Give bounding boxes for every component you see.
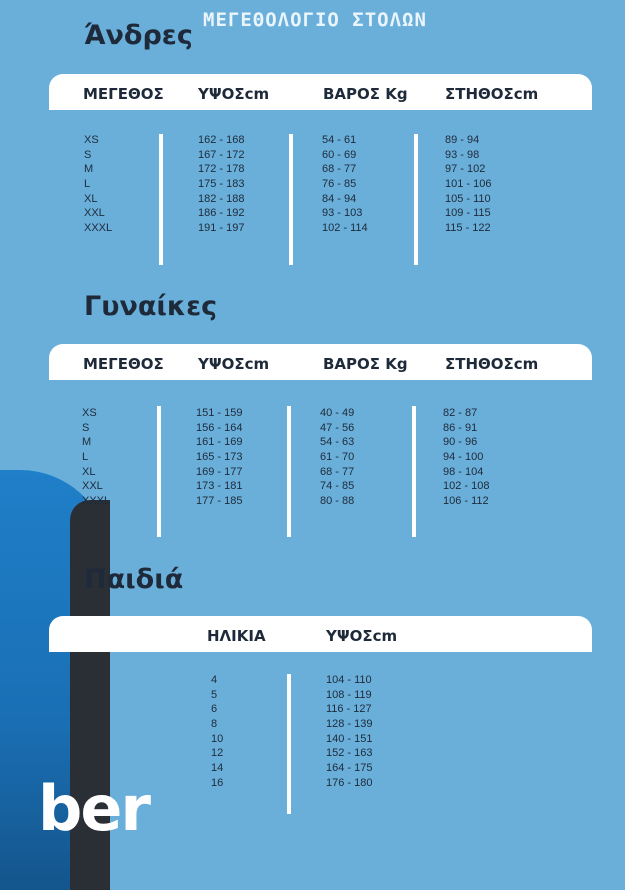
women-weight-cell: 54 - 63 xyxy=(320,436,355,449)
men-height-column xyxy=(198,133,244,236)
men-height-cell: 167 - 172 xyxy=(198,148,245,161)
women-size-column xyxy=(82,406,110,509)
women-height-cell: 156 - 164 xyxy=(196,421,243,434)
kids-height-cell: 152 - 163 xyxy=(326,747,373,760)
men-weight-cell: 60 - 69 xyxy=(322,148,357,161)
men-height-cell: 186 - 192 xyxy=(198,207,245,220)
women-size-cell: XL xyxy=(82,465,96,478)
men-separator-2 xyxy=(289,134,293,265)
kids-height-cell: 140 - 151 xyxy=(326,732,373,745)
men-height-cell: 191 - 197 xyxy=(198,222,245,235)
kids-separator-1 xyxy=(287,674,291,814)
kids-height-cell: 116 - 127 xyxy=(326,703,372,716)
women-weight-cell: 68 - 77 xyxy=(320,465,355,478)
kids-height-cell: 104 - 110 xyxy=(326,674,372,686)
men-separator-3 xyxy=(414,134,418,265)
men-weight-cell: 76 - 85 xyxy=(322,178,357,191)
kids-height-cell: 108 - 119 xyxy=(326,688,372,701)
kids-age-cell: 12 xyxy=(211,747,224,760)
kids-header-height: ΥΨΟΣcm xyxy=(326,627,398,645)
men-chest-cell: 105 - 110 xyxy=(445,192,491,205)
women-weight-cell: 74 - 85 xyxy=(320,480,355,493)
men-separator-1 xyxy=(159,134,163,265)
women-header-height: ΥΨΟΣcm xyxy=(198,355,270,373)
women-chest-column xyxy=(443,406,489,509)
women-height-column xyxy=(196,406,242,509)
men-chest-cell: 115 - 122 xyxy=(445,222,491,235)
women-height-cell: 173 - 181 xyxy=(196,480,243,493)
kids-age-cell: 14 xyxy=(211,762,224,775)
men-header-size: ΜΕΓΕΘΟΣ xyxy=(83,85,164,103)
men-header-bar xyxy=(49,74,592,110)
men-weight-cell: 102 - 114 xyxy=(322,222,368,235)
men-chest-cell: 101 - 106 xyxy=(445,178,492,191)
men-weight-cell: 54 - 61 xyxy=(322,134,357,146)
kids-age-cell: 10 xyxy=(211,732,224,745)
kids-age-cell: 8 xyxy=(211,718,218,731)
men-weight-cell: 84 - 94 xyxy=(322,192,357,205)
women-height-cell: 151 - 159 xyxy=(196,407,243,419)
women-section-title: Γυναίκες xyxy=(84,291,218,322)
kids-height-column xyxy=(326,673,372,791)
kids-age-column xyxy=(211,673,223,791)
women-height-cell: 165 - 173 xyxy=(196,451,243,464)
women-weight-cell: 47 - 56 xyxy=(320,421,355,434)
brand-logo: ber xyxy=(38,772,150,845)
men-size-cell: XS xyxy=(84,134,99,146)
kids-age-cell: 5 xyxy=(211,688,218,701)
men-size-cell: M xyxy=(84,163,94,176)
women-separator-2 xyxy=(287,406,291,537)
women-chest-cell: 94 - 100 xyxy=(443,451,484,464)
kids-header-age: ΗΛΙΚΙΑ xyxy=(207,627,266,645)
women-weight-cell: 80 - 88 xyxy=(320,495,355,508)
men-height-cell: 162 - 168 xyxy=(198,134,245,146)
women-height-cell: 177 - 185 xyxy=(196,495,243,508)
women-size-cell: XXXL xyxy=(82,495,111,508)
men-size-cell: XXXL xyxy=(84,222,113,235)
women-height-cell: 161 - 169 xyxy=(196,436,243,449)
women-chest-cell: 86 - 91 xyxy=(443,421,478,434)
women-weight-cell: 61 - 70 xyxy=(320,451,355,464)
women-weight-cell: 40 - 49 xyxy=(320,407,355,419)
men-size-cell: XXL xyxy=(84,207,105,220)
women-chest-cell: 102 - 108 xyxy=(443,480,490,493)
men-chest-column xyxy=(445,133,491,236)
women-header-size: ΜΕΓΕΘΟΣ xyxy=(83,355,164,373)
men-size-cell: XL xyxy=(84,192,98,205)
kids-age-cell: 4 xyxy=(211,674,218,686)
women-weight-column xyxy=(320,406,354,509)
women-header-bar xyxy=(49,344,592,380)
kids-height-cell: 164 - 175 xyxy=(326,762,373,775)
women-size-cell: L xyxy=(82,451,89,464)
men-weight-column xyxy=(322,133,368,236)
women-size-cell: S xyxy=(82,421,90,434)
men-height-cell: 172 - 178 xyxy=(198,163,245,176)
kids-section-title: Παιδιά xyxy=(84,564,184,595)
women-separator-1 xyxy=(157,406,161,537)
men-size-cell: S xyxy=(84,148,92,161)
men-weight-cell: 68 - 77 xyxy=(322,163,357,176)
men-size-column xyxy=(84,133,112,236)
page-title: ΜΕΓΕΘΟΛΟΓΙΟ ΣΤΟΛΩΝ xyxy=(203,9,427,31)
men-header-weight: ΒΑΡΟΣ Kg xyxy=(323,85,408,103)
men-size-cell: L xyxy=(84,178,91,191)
women-chest-cell: 82 - 87 xyxy=(443,407,478,419)
women-size-cell: XXL xyxy=(82,480,103,493)
men-chest-cell: 89 - 94 xyxy=(445,134,480,146)
men-height-cell: 182 - 188 xyxy=(198,192,245,205)
men-chest-cell: 93 - 98 xyxy=(445,148,480,161)
men-weight-cell: 93 - 103 xyxy=(322,207,363,220)
kids-age-cell: 16 xyxy=(211,776,224,789)
men-chest-cell: 109 - 115 xyxy=(445,207,491,220)
kids-height-cell: 128 - 139 xyxy=(326,718,373,731)
women-chest-cell: 98 - 104 xyxy=(443,465,484,478)
women-size-cell: M xyxy=(82,436,92,449)
kids-header-bar xyxy=(49,616,592,652)
women-chest-cell: 90 - 96 xyxy=(443,436,478,449)
men-header-chest: ΣΤΗΘΟΣcm xyxy=(445,85,539,103)
men-header-height: ΥΨΟΣcm xyxy=(198,85,270,103)
men-section-title: Άνδρες xyxy=(84,20,193,51)
kids-height-cell: 176 - 180 xyxy=(326,776,373,789)
men-height-cell: 175 - 183 xyxy=(198,178,245,191)
women-size-cell: XS xyxy=(82,407,97,419)
women-header-weight: ΒΑΡΟΣ Kg xyxy=(323,355,408,373)
kids-age-cell: 6 xyxy=(211,703,218,716)
women-separator-3 xyxy=(412,406,416,537)
women-height-cell: 169 - 177 xyxy=(196,465,243,478)
men-chest-cell: 97 - 102 xyxy=(445,163,486,176)
women-header-chest: ΣΤΗΘΟΣcm xyxy=(445,355,539,373)
women-chest-cell: 106 - 112 xyxy=(443,495,489,508)
